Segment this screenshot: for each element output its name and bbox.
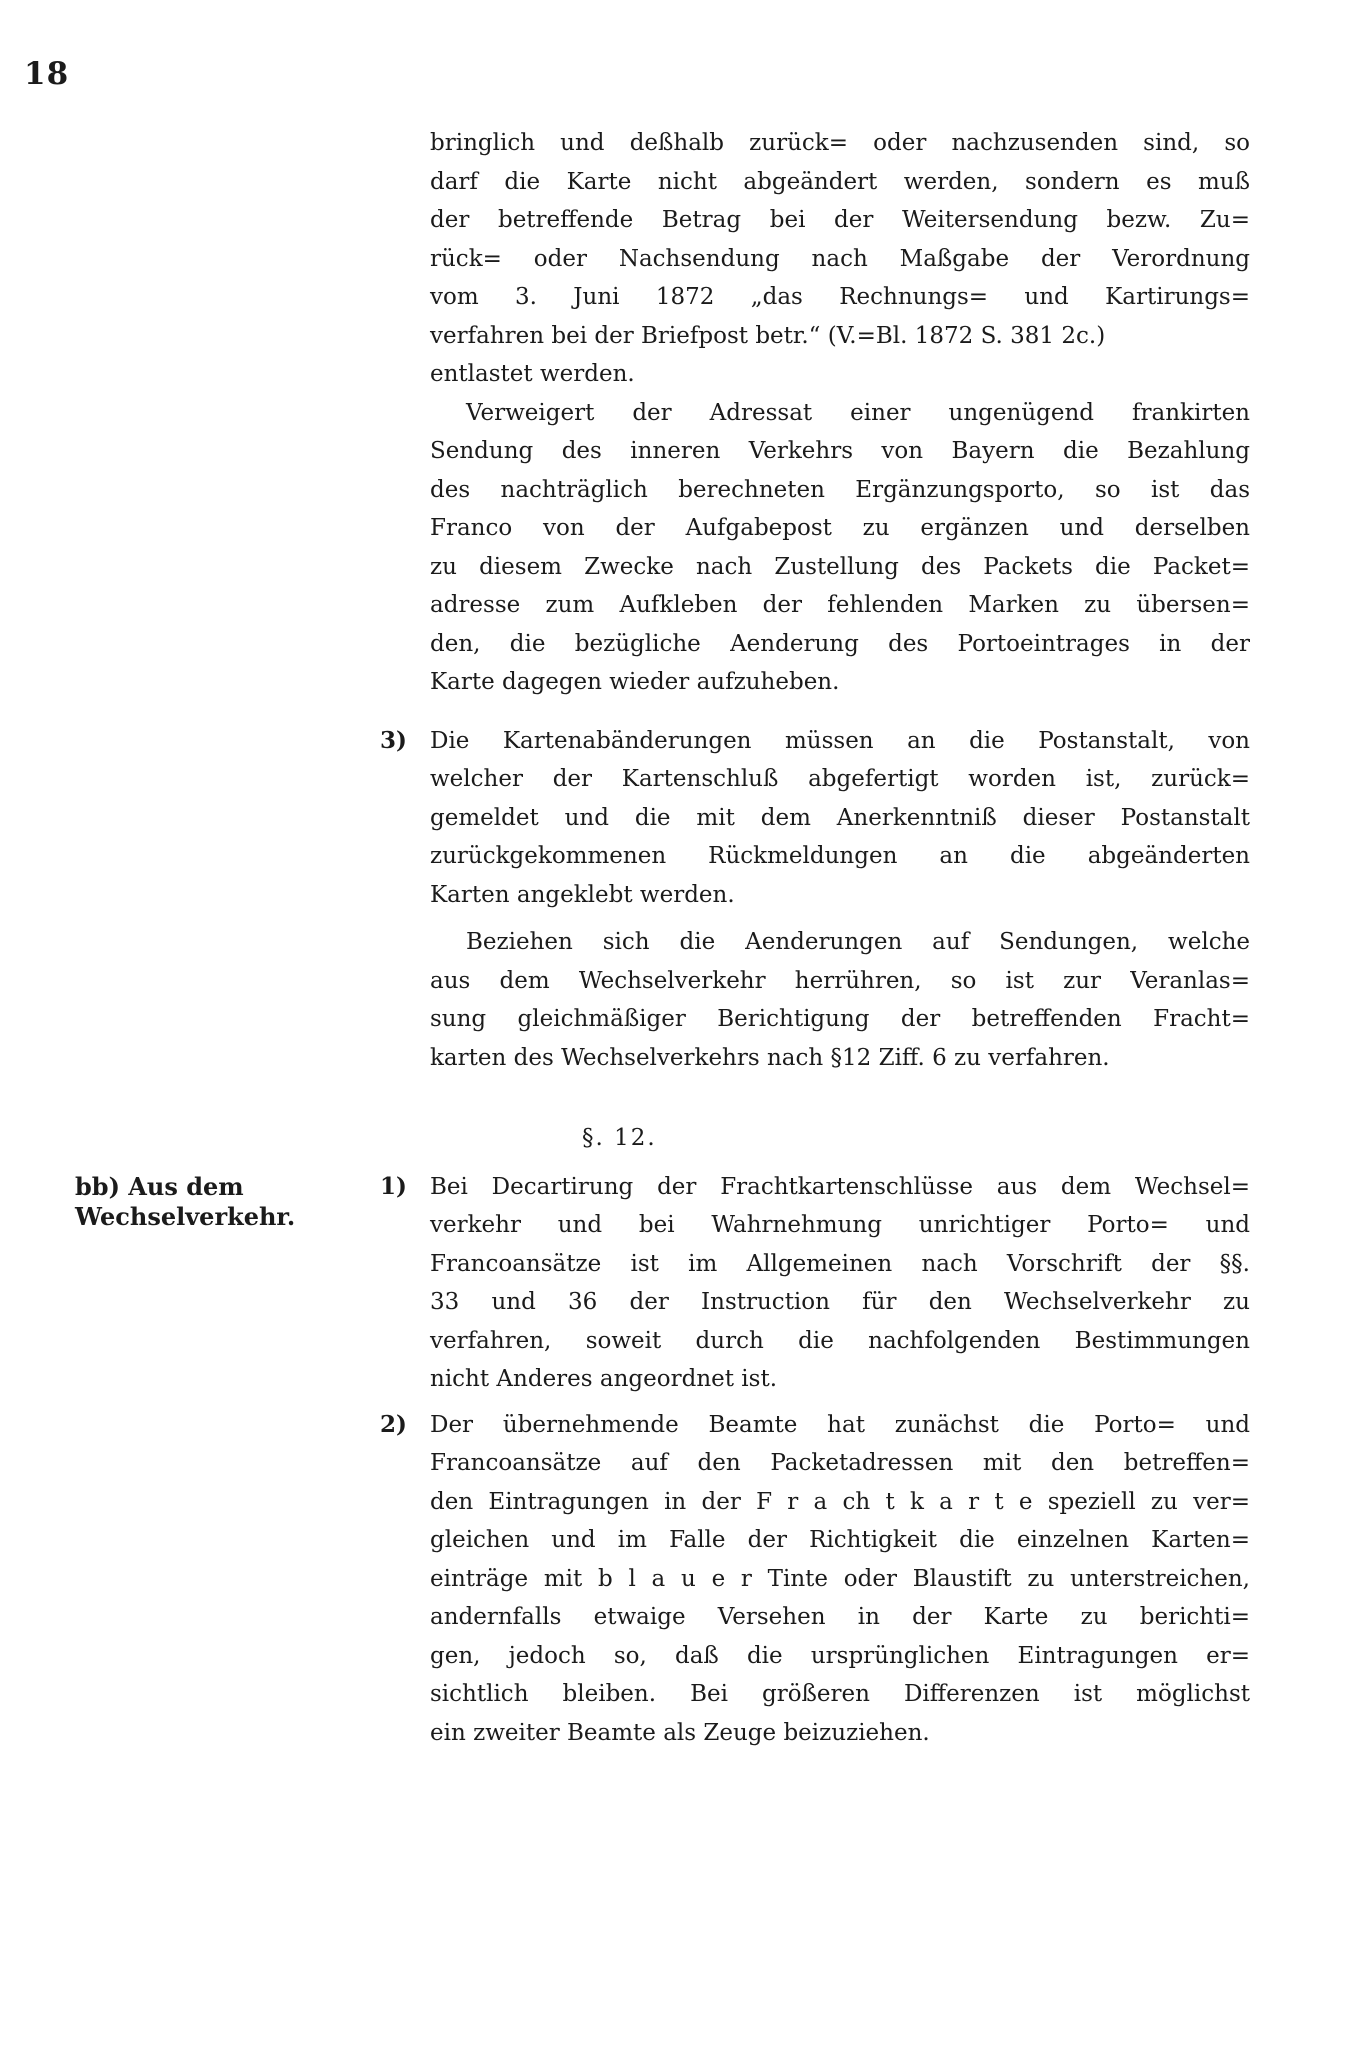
paragraph-block xyxy=(430,923,1250,1077)
text-line: rück= oder Nachsendung nach Maßgabe der Verordnung xyxy=(430,245,1250,272)
margin-note: bb) Aus dem Wechselverkehr. xyxy=(75,1172,296,1231)
text-line: gleichen und im Falle der Richtigkeit die einzelnen Karten= xyxy=(430,1527,1250,1553)
text-line: aus dem Wechselverkehr herrühren, so ist zur Veranlas= xyxy=(430,967,1250,994)
text-line: verkehr und bei Wahrnehmung unrichtiger Porto= und xyxy=(430,1212,1250,1238)
paragraph-block xyxy=(430,124,1250,394)
numbered-item-block xyxy=(380,1168,1250,1399)
text-line: den Eintragungen in der F r a ch t k a r t e speziell zu ver= xyxy=(430,1488,1250,1515)
text-column xyxy=(380,124,1250,1752)
section-heading: §. 12. xyxy=(582,1125,657,1151)
text-line: Der übernehmende Beamte hat zunächst die Porto= und xyxy=(430,1411,1250,1438)
text-line: gemeldet und die mit dem Anerkenntniß dieser Postanstalt xyxy=(430,804,1250,831)
text-line: ein zweiter Beamte als Zeuge beizuziehen. xyxy=(430,1719,930,1746)
text-line: Beziehen sich die Aenderungen auf Sendungen, welche xyxy=(466,929,1250,955)
text-line: zu diesem Zwecke nach Zustellung des Packets die Packet= xyxy=(430,553,1250,580)
text-line: zurückgekommenen Rückmeldungen an die abgeänderten xyxy=(430,843,1250,869)
paragraph-block xyxy=(430,394,1250,702)
item-number: 1) xyxy=(380,1172,407,1200)
text-line: andernfalls etwaige Versehen in der Karte zu berichti= xyxy=(430,1604,1250,1630)
text-line: entlastet werden. xyxy=(430,361,635,387)
text-line: sung gleichmäßiger Berichtigung der betreffenden Fracht= xyxy=(430,1006,1250,1032)
text-line: Karten angeklebt werden. xyxy=(430,881,735,908)
text-line: Verweigert der Adressat einer ungenügend frankirten xyxy=(466,399,1250,426)
text-line: Karte dagegen wieder aufzuheben. xyxy=(430,669,840,695)
page-number: 18 xyxy=(24,56,70,92)
text-line: darf die Karte nicht abgeändert werden, sondern es muß xyxy=(430,168,1250,195)
text-line: der betreffende Betrag bei der Weitersendung bezw. Zu= xyxy=(430,207,1250,233)
text-line: verfahren bei der Briefpost betr.“ (V.=Bl. 1872 S. 381 2c.) xyxy=(430,322,1106,349)
text-line: einträge mit b l a u e r Tinte oder Blaustift zu unterstreichen, xyxy=(430,1565,1250,1592)
item-number: 3) xyxy=(380,726,407,754)
text-line: bringlich und deßhalb zurück= oder nachzusenden sind, so xyxy=(430,130,1250,156)
text-line: verfahren, soweit durch die nachfolgenden Bestimmungen xyxy=(430,1327,1250,1354)
text-line: welcher der Kartenschluß abgefertigt worden ist, zurück= xyxy=(430,766,1250,792)
text-line: Francoansätze ist im Allgemeinen nach Vorschrift der §§. xyxy=(430,1250,1250,1277)
text-line: Bei Decartirung der Frachtkartenschlüsse aus dem Wechsel= xyxy=(430,1173,1250,1200)
text-line: Francoansätze auf den Packetadressen mit den betreffen= xyxy=(430,1450,1250,1476)
numbered-item-block xyxy=(380,722,1250,915)
text-line: vom 3. Juni 1872 „das Rechnungs= und Kartirungs= xyxy=(430,284,1250,310)
text-line: nicht Anderes angeordnet ist. xyxy=(430,1366,778,1392)
text-line: den, die bezügliche Aenderung des Portoeintrages in der xyxy=(430,630,1250,657)
item-number: 2) xyxy=(380,1410,407,1438)
text-line: 33 und 36 der Instruction für den Wechselverkehr zu xyxy=(430,1289,1250,1315)
text-line: Die Kartenabänderungen müssen an die Postanstalt, von xyxy=(430,727,1250,754)
text-line: des nachträglich berechneten Ergänzungsporto, so ist das xyxy=(430,476,1250,503)
text-line: karten des Wechselverkehrs nach §12 Ziff. 6 zu verfahren. xyxy=(430,1044,1110,1071)
text-line: adresse zum Aufkleben der fehlenden Marken zu übersen= xyxy=(430,592,1250,618)
numbered-item-block xyxy=(380,1406,1250,1753)
text-line: sichtlich bleiben. Bei größeren Differenzen ist möglichst xyxy=(430,1681,1250,1707)
text-line: Sendung des inneren Verkehrs von Bayern die Bezahlung xyxy=(430,438,1250,464)
text-line: Franco von der Aufgabepost zu ergänzen und derselben xyxy=(430,515,1250,541)
text-line: gen, jedoch so, daß die ursprünglichen Eintragungen er= xyxy=(430,1642,1250,1669)
